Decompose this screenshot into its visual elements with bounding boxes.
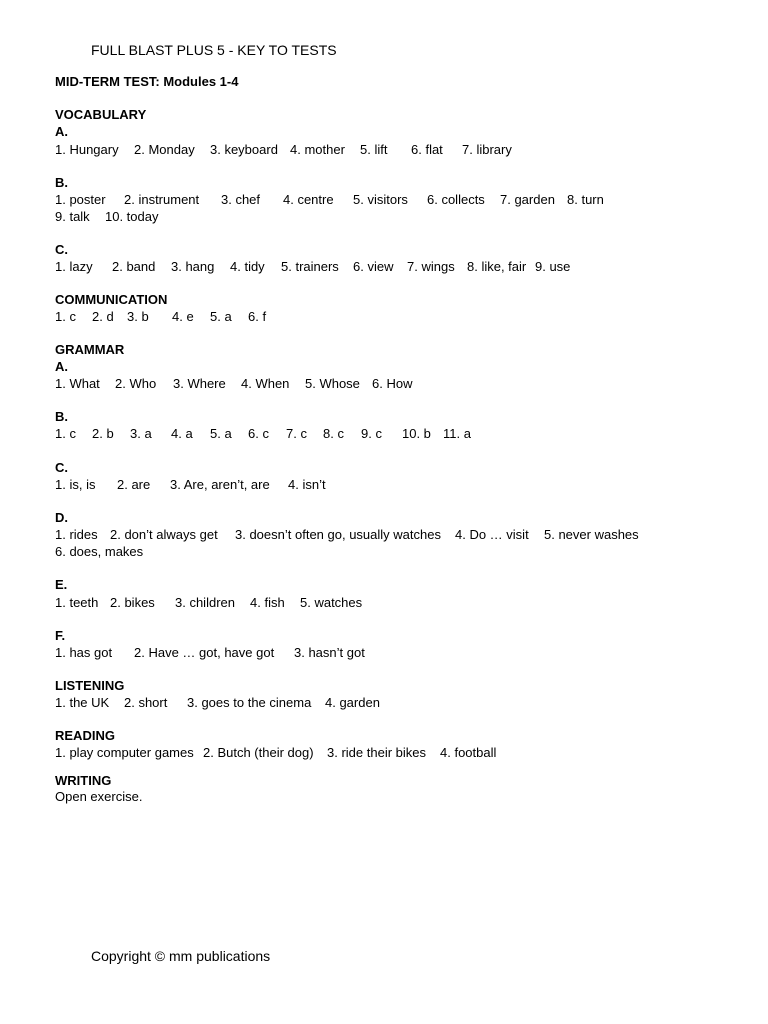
- answer-item: 1. lazy: [55, 259, 93, 274]
- answer-item: 10. today: [105, 209, 159, 224]
- answer-item: 7. wings: [407, 259, 455, 274]
- answer-item: 1. has got: [55, 645, 113, 660]
- grammar-e-answers: [55, 594, 755, 611]
- answer-item: 2. Have … got, have got: [134, 645, 275, 660]
- answer-item: 5. never washes: [544, 527, 639, 542]
- answer-item: 7. library: [462, 142, 512, 157]
- answer-item: 9. c: [361, 426, 382, 441]
- answer-item: 8. turn: [567, 192, 604, 207]
- grammar-d-answers-line2: [55, 543, 755, 560]
- answer-item: 1. play computer games: [55, 745, 194, 760]
- vocabulary-b-answers-line2: [55, 208, 755, 225]
- answer-item: 3. chef: [221, 192, 261, 207]
- answer-item: 10. b: [402, 426, 431, 441]
- grammar-f-label: F.: [55, 628, 66, 643]
- answer-item: 2. band: [112, 259, 156, 274]
- answer-item: 3. goes to the cinema: [187, 695, 312, 710]
- answer-item: 3. hasn’t got: [294, 645, 365, 660]
- grammar-c-answers: [55, 476, 755, 493]
- answer-item: 3. doesn’t often go, usually watches: [235, 527, 441, 542]
- answer-item: 1. poster: [55, 192, 106, 207]
- answer-item: 3. keyboard: [210, 142, 278, 157]
- answer-item: 3. b: [127, 309, 149, 324]
- grammar-c-label: C.: [55, 460, 68, 475]
- answer-item: 1. the UK: [55, 695, 110, 710]
- answer-item: 9. talk: [55, 209, 90, 224]
- answer-item: 3. Where: [173, 376, 226, 391]
- answer-item: 2. instrument: [124, 192, 200, 207]
- test-title: MID-TERM TEST: Modules 1-4: [55, 74, 239, 89]
- answer-item: 6. How: [372, 376, 413, 391]
- answer-item: 8. c: [323, 426, 344, 441]
- vocabulary-heading: VOCABULARY: [55, 107, 147, 122]
- writing-text: Open exercise.: [55, 789, 143, 804]
- answer-item: 2. Butch (their dog): [203, 745, 314, 760]
- grammar-a-label: A.: [55, 359, 68, 374]
- grammar-f-answers: [55, 644, 755, 661]
- grammar-b-answers: [55, 425, 755, 442]
- answer-item: 4. isn’t: [288, 477, 326, 492]
- answer-item: 11. a: [443, 426, 471, 441]
- vocabulary-b-answers-line1: [55, 191, 755, 208]
- answer-item: 4. When: [241, 376, 290, 391]
- grammar-d-label: D.: [55, 510, 68, 525]
- answer-item: 6. view: [353, 259, 394, 274]
- answer-item: 6. f: [248, 309, 267, 324]
- answer-item: 2. d: [92, 309, 114, 324]
- grammar-e-label: E.: [55, 577, 68, 592]
- copyright: Copyright © mm publications: [91, 948, 271, 964]
- vocabulary-b-label: B.: [55, 175, 68, 190]
- answer-item: 2. short: [124, 695, 168, 710]
- answer-item: 8. like, fair: [467, 259, 527, 274]
- answer-item: 5. visitors: [353, 192, 408, 207]
- answer-item: 5. a: [210, 309, 232, 324]
- listening-answers: [55, 694, 755, 711]
- answer-item: 5. a: [210, 426, 232, 441]
- vocabulary-c-answers: [55, 258, 755, 275]
- answer-item: 5. trainers: [281, 259, 339, 274]
- grammar-a-answers: [55, 375, 755, 392]
- answer-item: 1. c: [55, 426, 76, 441]
- answer-item: 7. garden: [500, 192, 555, 207]
- grammar-d-answers-line1: [55, 526, 755, 543]
- answer-item: 2. are: [117, 477, 151, 492]
- answer-item: 3. children: [175, 595, 235, 610]
- answer-item: 2. Monday: [134, 142, 195, 157]
- answer-item: 1. teeth: [55, 595, 99, 610]
- answer-item: 9. use: [535, 259, 571, 274]
- answer-item: 2. don’t always get: [110, 527, 218, 542]
- answer-item: 4. football: [440, 745, 497, 760]
- writing-heading: WRITING: [55, 773, 112, 788]
- answer-item: 4. garden: [325, 695, 380, 710]
- answer-item: 3. hang: [171, 259, 215, 274]
- answer-item: 6. flat: [411, 142, 443, 157]
- answer-item: 1. Hungary: [55, 142, 119, 157]
- answer-item: 3. Are, aren’t, are: [170, 477, 270, 492]
- grammar-heading: GRAMMAR: [55, 342, 125, 357]
- answer-item: 4. centre: [283, 192, 334, 207]
- answer-item: 1. rides: [55, 527, 98, 542]
- answer-item: 3. ride their bikes: [327, 745, 426, 760]
- answer-item: 6. collects: [427, 192, 485, 207]
- answer-item: 3. a: [130, 426, 152, 441]
- answer-item: 4. a: [171, 426, 193, 441]
- communication-answers: [55, 308, 755, 325]
- answer-item: 4. mother: [290, 142, 345, 157]
- communication-heading: COMMUNICATION: [55, 292, 168, 307]
- answer-item: 4. tidy: [230, 259, 265, 274]
- answer-item: 2. bikes: [110, 595, 155, 610]
- answer-item: 5. Whose: [305, 376, 360, 391]
- answer-item: 6. c: [248, 426, 269, 441]
- answer-item: 6. does, makes: [55, 544, 144, 559]
- grammar-b-label: B.: [55, 409, 68, 424]
- answer-item: 5. lift: [360, 142, 388, 157]
- answer-item: 5. watches: [300, 595, 363, 610]
- answer-item: 1. What: [55, 376, 100, 391]
- answer-item: 1. c: [55, 309, 76, 324]
- document-title: FULL BLAST PLUS 5 - KEY TO TESTS: [91, 42, 337, 58]
- answer-item: 2. b: [92, 426, 114, 441]
- vocabulary-a-label: A.: [55, 124, 68, 139]
- reading-heading: READING: [55, 728, 115, 743]
- answer-item: 1. is, is: [55, 477, 96, 492]
- vocabulary-a-answers: [55, 141, 755, 158]
- vocabulary-c-label: C.: [55, 242, 68, 257]
- answer-item: 2. Who: [115, 376, 157, 391]
- answer-item: 4. e: [172, 309, 194, 324]
- reading-answers: [55, 744, 755, 761]
- answer-item: 4. Do … visit: [455, 527, 529, 542]
- answer-item: 7. c: [286, 426, 307, 441]
- answer-item: 4. fish: [250, 595, 285, 610]
- listening-heading: LISTENING: [55, 678, 125, 693]
